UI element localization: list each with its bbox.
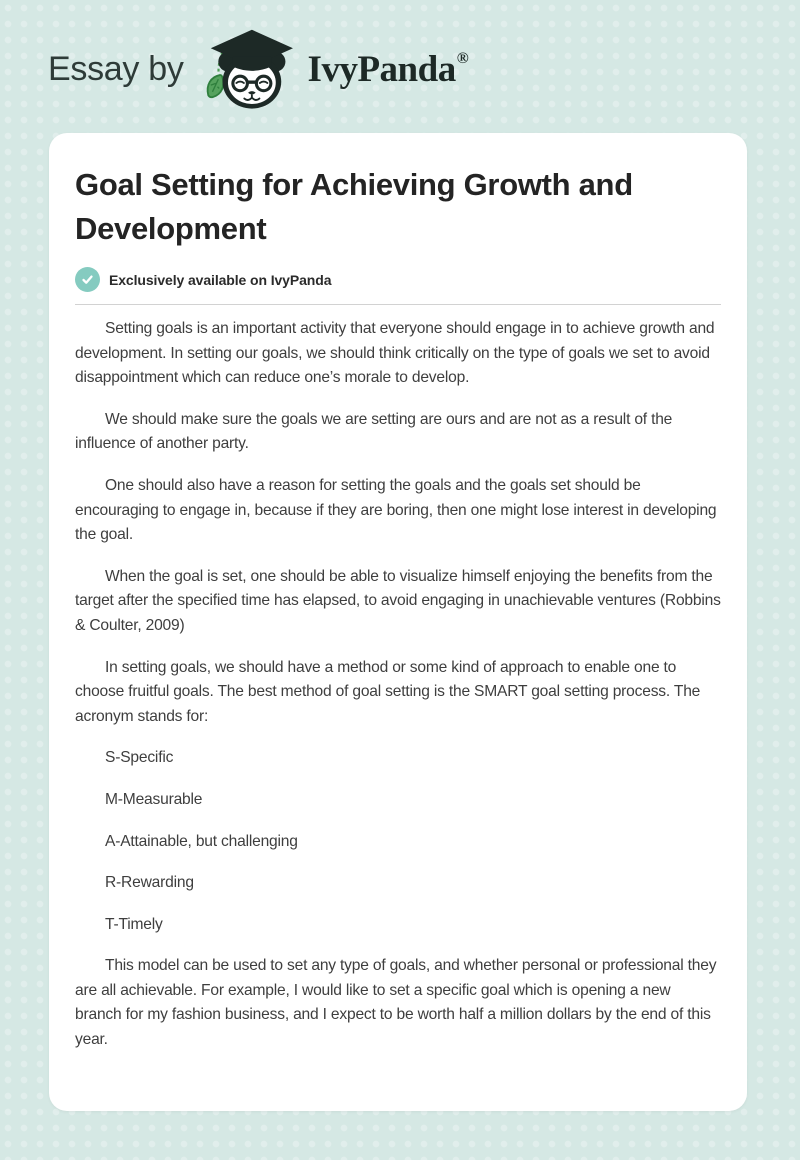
essay-body [75, 317, 721, 1053]
badge-label: Exclusively available on IvyPanda [109, 271, 332, 288]
registered-mark: ® [456, 50, 469, 67]
essay-card [49, 133, 747, 1111]
brand-text: IvyPanda [307, 49, 456, 90]
smart-item: M-Measurable [105, 790, 203, 808]
essay-title: Goal Setting for Achieving Growth and Development [75, 167, 633, 246]
paragraph: This model can be used to set any type of goals, and whether personal or professional they are all achievable. For example, I would like to set a specific goal which is opening a new branch for my fashion business, and I expect to be worth half a million dollars by the end of this year. [75, 957, 717, 1049]
smart-item: T-Timely [105, 915, 163, 933]
paragraph: In setting goals, we should have a method or some kind of approach to enable one to choose fruitful goals. The best method of goal setting is the SMART goal setting process. The acronym stands for: [75, 658, 701, 725]
divider [75, 304, 721, 305]
paragraph: When the goal is set, one should be able to visualize himself enjoying the benefits from the target after the specified time has elapsed, to avoid engaging in unachievable ventures (Robbins & Coulter, 2009) [75, 567, 721, 634]
smart-item: S-Specific [105, 749, 174, 767]
smart-item: A-Attainable, but challenging [105, 832, 298, 850]
paragraph: We should make sure the goals we are setting are ours and are not as a result of the influence of another party. [75, 410, 673, 453]
check-icon [75, 267, 100, 292]
paragraph: One should also have a reason for setting the goals and the goals set should be encouraging to engage in, because if they are boring, then one might lose interest in developing the goal. [75, 476, 717, 544]
brand-name [308, 48, 469, 91]
smart-item: R-Rewarding [105, 874, 194, 892]
ivypanda-logo-icon [194, 26, 298, 114]
exclusive-badge [75, 267, 721, 292]
site-header [0, 0, 800, 133]
paragraph: Setting goals is an important activity that everyone should engage in to achieve growth and development. In setting our goals, we should think critically on the type of goals we set to avoid disappointment which can reduce one’s morale to develop. [75, 320, 715, 387]
essay-by-label: Essay by [48, 50, 184, 88]
